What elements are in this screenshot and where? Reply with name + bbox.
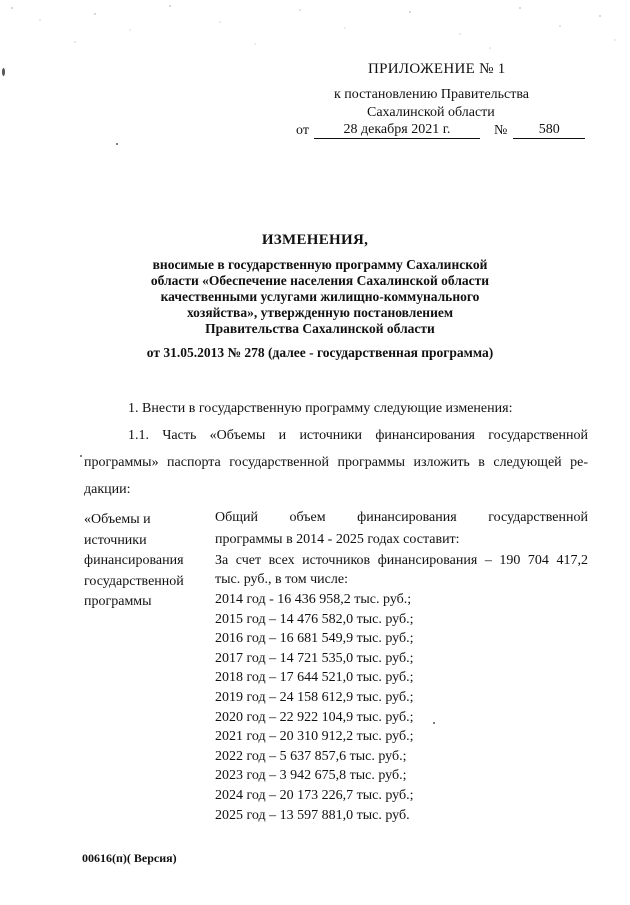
document-version-code: 00616(п)( Версия) bbox=[82, 851, 177, 865]
yearly-funding-list bbox=[215, 590, 414, 825]
scan-speck bbox=[116, 143, 118, 145]
list-item: 2025 год – 13 597 881,0 тыс. руб. bbox=[215, 807, 410, 823]
list-item: 2020 год – 22 922 104,9 тыс. руб.; bbox=[215, 709, 414, 725]
title-line: Правительства Сахалинской области bbox=[205, 321, 435, 336]
list-item: 2021 год – 20 310 912,2 тыс. руб.; bbox=[215, 729, 414, 745]
title-line: от 31.05.2013 № 278 (далее - государственная программа) bbox=[146, 345, 494, 360]
scan-speck bbox=[433, 722, 435, 724]
document-title: ИЗМЕНЕНИЯ, bbox=[261, 232, 369, 248]
appendix-heading: ПРИЛОЖЕНИЕ № 1 bbox=[368, 61, 506, 77]
title-line: области «Обеспечение населения Сахалинской области bbox=[150, 273, 490, 288]
list-item: 2015 год – 14 476 582,0 тыс. руб.; bbox=[215, 611, 414, 627]
scan-speck bbox=[2, 68, 5, 76]
paragraph-item-1-1: 1.1. Часть «Объемы и источники финансирования государственной bbox=[128, 428, 588, 443]
region-name: Сахалинской области bbox=[367, 105, 495, 120]
table-left-column bbox=[84, 510, 214, 613]
table-left-line: «Объемы и bbox=[84, 512, 151, 527]
list-item: 2016 год – 16 681 549,9 тыс. руб.; bbox=[215, 631, 414, 647]
title-line: качественными услугами жилищно-коммунального bbox=[160, 289, 480, 304]
table-left-line: источники bbox=[84, 532, 147, 548]
list-item: 2022 год – 5 637 857,6 тыс. руб.; bbox=[215, 748, 407, 764]
table-left-line: финансирования bbox=[84, 553, 184, 568]
list-item: 2014 год - 16 436 958,2 тыс. руб.; bbox=[215, 592, 412, 607]
title-line: вносимые в государственную программу Сахалинской bbox=[152, 257, 488, 272]
resolution-date-row bbox=[296, 122, 585, 139]
paragraph-item-1-1-cont: программы» паспорта государственной программы изложить в следующей ре- bbox=[84, 455, 588, 470]
table-left-line: программы bbox=[84, 594, 152, 609]
list-item: 2023 год – 3 942 675,8 тыс. руб.; bbox=[215, 768, 407, 784]
number-label: № bbox=[493, 123, 508, 138]
table-left-line: государственной bbox=[84, 573, 184, 589]
paragraph-item-1: 1. Внести в государственную программу следующие изменения: bbox=[128, 401, 513, 416]
total-funding-line-2: программы в 2014 - 2025 годах составит: bbox=[215, 532, 460, 547]
total-funding-line: Общий объем финансирования государственной bbox=[215, 510, 588, 525]
title-line: хозяйства», утвержденную постановлением bbox=[186, 305, 454, 320]
list-item: 2024 год – 20 173 226,7 тыс. руб.; bbox=[215, 787, 414, 803]
resolution-date: 28 декабря 2021 г. bbox=[314, 122, 480, 139]
from-label: от bbox=[296, 123, 309, 138]
resolution-reference: к постановлению Правительства bbox=[334, 87, 530, 102]
list-item: 2018 год – 17 644 521,0 тыс. руб.; bbox=[215, 670, 414, 686]
all-sources-line: За счет всех источников финансирования – 190 704 417,2 bbox=[215, 553, 588, 568]
paragraph-item-1-1-end: дакции: bbox=[84, 482, 131, 497]
scan-noise bbox=[0, 0, 630, 60]
list-item: 2019 год – 24 158 612,9 тыс. руб.; bbox=[215, 689, 414, 705]
scan-speck bbox=[80, 455, 82, 457]
all-sources-line-2: тыс. руб., в том числе: bbox=[215, 572, 348, 587]
resolution-number: 580 bbox=[513, 122, 585, 139]
list-item: 2017 год – 14 721 535,0 тыс. руб.; bbox=[215, 650, 414, 666]
